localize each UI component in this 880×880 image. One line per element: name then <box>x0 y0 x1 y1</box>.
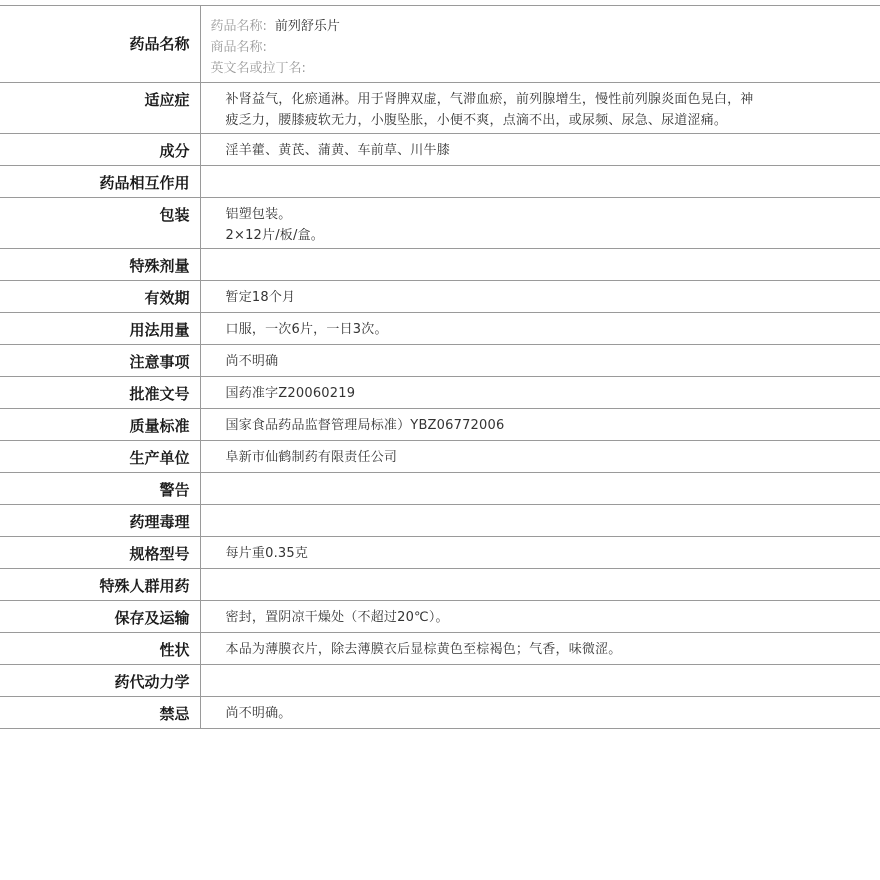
english-name-key: 英文名或拉丁名: <box>210 61 306 76</box>
table-row <box>0 601 880 633</box>
row-label: 规格型号 <box>129 545 190 563</box>
row-label: 药代动力学 <box>114 673 190 691</box>
row-value-cell <box>200 505 880 537</box>
table-row <box>0 409 880 441</box>
row-value <box>201 249 880 255</box>
row-value-cell <box>200 83 880 134</box>
row-value-cell <box>200 198 880 249</box>
row-value-cell <box>200 601 880 633</box>
row-value <box>201 377 880 404</box>
row-label-cell <box>0 441 200 473</box>
drug-info-table <box>0 5 880 729</box>
row-value-cell <box>200 377 880 409</box>
english-name-line <box>211 58 880 79</box>
row-value <box>201 166 880 172</box>
row-label-cell <box>0 166 200 198</box>
table-row <box>0 281 880 313</box>
row-label: 有效期 <box>144 289 190 307</box>
row-value <box>201 665 880 671</box>
row-value-line: 每片重0.35克 <box>225 546 309 561</box>
row-label-cell <box>0 697 200 729</box>
row-value <box>201 697 880 724</box>
row-value-cell <box>200 166 880 198</box>
row-value-cell <box>200 537 880 569</box>
table-row <box>0 134 880 166</box>
row-value <box>201 345 880 372</box>
row-label: 特殊人群用药 <box>99 577 190 595</box>
drug-name-value-cell <box>200 6 880 83</box>
row-label: 特殊剂量 <box>129 257 190 275</box>
row-label-cell <box>0 633 200 665</box>
table-row <box>0 665 880 697</box>
row-value-line: 本品为薄膜衣片，除去薄膜衣后显棕黄色至棕褐色；气香，味微涩。 <box>225 642 622 657</box>
row-label-cell <box>0 409 200 441</box>
row-label-cell <box>0 537 200 569</box>
row-value-line: 补肾益气，化瘀通淋。用于肾脾双虚，气滞血瘀，前列腺增生，慢性前列腺炎面色晃白，神 <box>225 92 754 107</box>
row-value-cell <box>200 697 880 729</box>
row-value <box>201 198 880 246</box>
row-value-line: 暂定18个月 <box>225 290 296 305</box>
row-value-line: 国药准字Z20060219 <box>225 386 356 401</box>
row-label-cell <box>0 198 200 249</box>
row-label-cell <box>0 345 200 377</box>
row-label-cell <box>0 249 200 281</box>
row-label-cell <box>0 569 200 601</box>
row-value <box>201 409 880 436</box>
row-value <box>201 313 880 340</box>
row-value <box>201 569 880 575</box>
row-value-line: 密封，置阴凉干燥处（不超过20℃）。 <box>225 610 449 625</box>
row-label-cell <box>0 83 200 134</box>
row-value-line: 淫羊藿、黄芪、蒲黄、车前草、川牛膝 <box>225 143 450 158</box>
row-value-cell <box>200 134 880 166</box>
row-label-cell <box>0 473 200 505</box>
row-label-cell <box>0 377 200 409</box>
row-value-cell <box>200 313 880 345</box>
row-value <box>201 473 880 479</box>
row-value-line: 2×12片/板/盒。 <box>225 228 324 243</box>
row-value-cell <box>200 249 880 281</box>
table-row <box>0 473 880 505</box>
row-value <box>201 537 880 564</box>
row-value-cell <box>200 409 880 441</box>
row-label: 包装 <box>159 206 190 224</box>
row-value-cell <box>200 345 880 377</box>
row-label-cell <box>0 665 200 697</box>
row-label: 质量标准 <box>129 417 190 435</box>
table-row <box>0 633 880 665</box>
row-label: 药品相互作用 <box>99 174 190 192</box>
table-row <box>0 249 880 281</box>
table-row <box>0 345 880 377</box>
table-row <box>0 569 880 601</box>
row-label: 注意事项 <box>129 353 190 371</box>
row-label-cell <box>0 281 200 313</box>
generic-name-key: 药品名称: <box>210 19 267 34</box>
row-label: 禁忌 <box>159 705 190 723</box>
row-label: 警告 <box>159 481 190 499</box>
row-value <box>201 83 880 131</box>
drug-name-block <box>201 6 880 79</box>
row-value-line: 阜新市仙鹤制药有限责任公司 <box>225 450 398 465</box>
row-label-cell <box>0 505 200 537</box>
row-value-cell <box>200 473 880 505</box>
table-row <box>0 166 880 198</box>
generic-name-line <box>211 16 880 37</box>
table-row <box>0 441 880 473</box>
row-value <box>201 134 880 161</box>
row-value-line: 疲乏力，腰膝疲软无力，小腹坠胀，小便不爽，点滴不出，或尿频、尿急、尿道涩痛。 <box>225 113 728 128</box>
row-label-cell <box>0 134 200 166</box>
row-value-cell <box>200 633 880 665</box>
table-row <box>0 505 880 537</box>
table-row <box>0 313 880 345</box>
trade-name-key: 商品名称: <box>210 40 267 55</box>
row-label: 性状 <box>159 641 190 659</box>
row-value-line: 尚不明确。 <box>225 706 292 721</box>
table-row <box>0 697 880 729</box>
drug-name-row <box>0 6 880 83</box>
table-row <box>0 377 880 409</box>
row-value-cell <box>200 569 880 601</box>
row-value-cell <box>200 665 880 697</box>
row-value-cell <box>200 441 880 473</box>
drug-name-label: 药品名称 <box>129 35 190 53</box>
row-value-cell <box>200 281 880 313</box>
row-label: 成分 <box>159 142 190 160</box>
table-row <box>0 83 880 134</box>
trade-name-line <box>211 37 880 58</box>
row-label-cell <box>0 601 200 633</box>
row-value-line: 尚不明确 <box>225 354 279 369</box>
row-value-line: 国家食品药品监督管理局标准）YBZ06772006 <box>225 418 505 433</box>
row-value-line: 口服，一次6片，一日3次。 <box>225 322 388 337</box>
table-row <box>0 198 880 249</box>
row-label-cell <box>0 313 200 345</box>
row-value <box>201 505 880 511</box>
row-value <box>201 601 880 628</box>
row-label: 适应症 <box>144 91 190 109</box>
row-label: 生产单位 <box>129 449 190 467</box>
row-value <box>201 281 880 308</box>
row-value-line: 铝塑包装。 <box>225 207 292 222</box>
row-label: 保存及运输 <box>114 609 190 627</box>
row-label: 用法用量 <box>129 321 190 339</box>
row-label: 批准文号 <box>129 385 190 403</box>
table-row <box>0 537 880 569</box>
row-value <box>201 633 880 660</box>
drug-name-label-cell <box>0 6 200 83</box>
generic-name-value: 前列舒乐片 <box>274 19 340 34</box>
row-value <box>201 441 880 468</box>
drug-info-body <box>0 6 880 729</box>
row-label: 药理毒理 <box>129 513 190 531</box>
